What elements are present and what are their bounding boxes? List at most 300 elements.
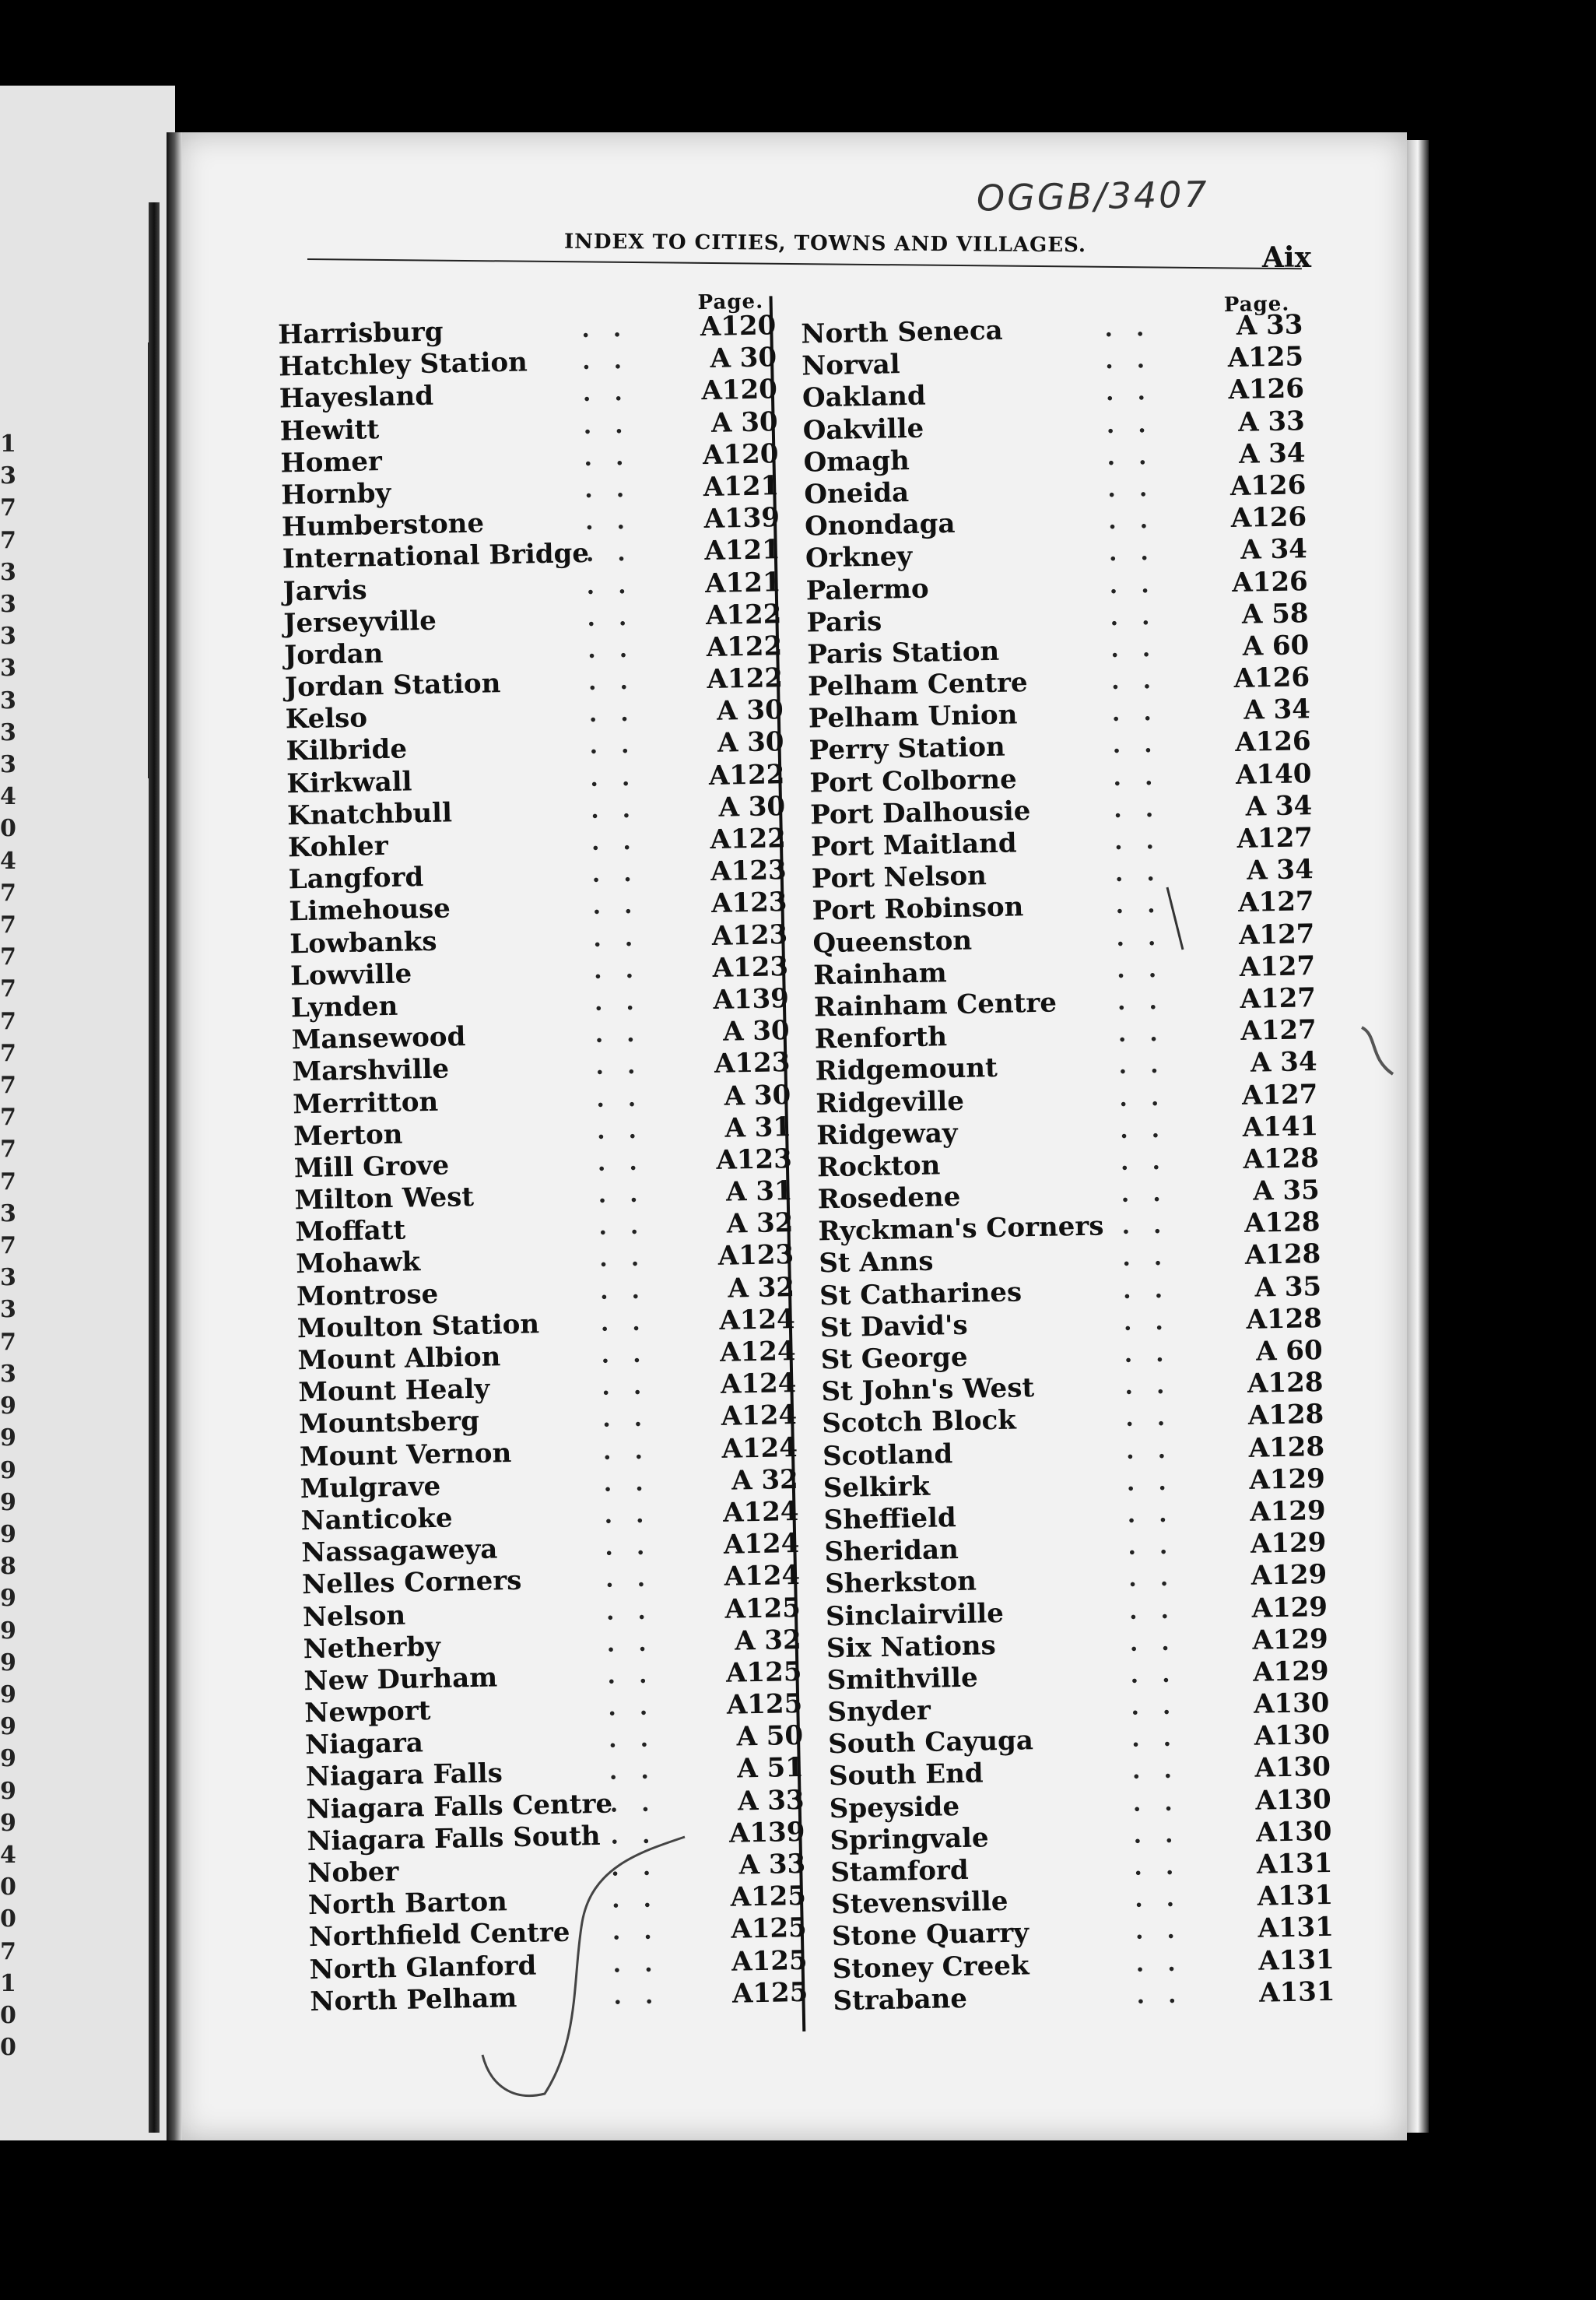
page-reference: A125: [731, 1912, 808, 1946]
leader-dots: ..: [581, 346, 646, 376]
page-reference: A 30: [710, 342, 777, 375]
place-name: North Seneca: [801, 314, 1003, 350]
facing-page-digit: 7: [0, 1007, 16, 1035]
place-name: Stamford: [830, 1854, 970, 1889]
leader-dots: ..: [1111, 698, 1176, 728]
facing-page-digit: 3: [0, 558, 16, 586]
leader-dots: ..: [607, 1693, 672, 1722]
page-reference: A131: [1258, 1912, 1335, 1945]
place-name: Kirkwall: [286, 765, 412, 800]
facing-page-digit: 7: [0, 1072, 16, 1100]
leader-dots: ..: [582, 378, 647, 408]
page-reference: A 30: [724, 1079, 791, 1112]
leader-dots: ..: [590, 764, 654, 792]
place-name: Mount Albion: [297, 1341, 501, 1377]
page-reference: A127: [1240, 1014, 1317, 1048]
place-name: Montrose: [296, 1278, 439, 1312]
facing-page-digit: 7: [0, 911, 16, 939]
page-reference: A 30: [718, 790, 786, 823]
place-name: Stevensville: [830, 1886, 1008, 1921]
facing-page-digit: 4: [0, 783, 16, 811]
leader-dots: ..: [1128, 1532, 1191, 1561]
leader-dots: ..: [610, 1821, 674, 1850]
place-name: Six Nations: [826, 1629, 997, 1664]
page-reference: A127: [1239, 950, 1316, 983]
place-name: Pelham Union: [808, 699, 1018, 735]
leader-dots: ..: [1106, 410, 1170, 439]
facing-page-digit: 7: [0, 1136, 16, 1164]
place-name: Sherkston: [824, 1565, 977, 1600]
place-name: Langford: [288, 862, 424, 896]
leader-dots: ..: [1121, 1179, 1184, 1208]
place-name: Moffatt: [295, 1214, 406, 1248]
page-reference: A123: [717, 1239, 794, 1273]
page-reference: A 33: [738, 1848, 806, 1881]
leader-dots: ..: [1135, 1948, 1199, 1978]
place-name: Stoney Creek: [832, 1949, 1030, 1985]
page-reference: A129: [1252, 1655, 1329, 1688]
leader-dots: ..: [596, 1115, 661, 1145]
page-reference: A 31: [724, 1111, 792, 1144]
page-reference: A 35: [1252, 1175, 1321, 1207]
page-reference: A124: [721, 1431, 798, 1465]
leader-dots: ..: [1117, 1019, 1181, 1048]
place-name: Port Dalhousie: [809, 795, 1031, 831]
place-name: Omagh: [803, 444, 910, 479]
leader-dots: ..: [1105, 377, 1170, 407]
leader-dots: ..: [594, 988, 658, 1017]
page-reference: A126: [1228, 373, 1305, 406]
leader-dots: ..: [1108, 538, 1173, 567]
page-reference: A121: [703, 470, 780, 504]
leader-dots: ..: [593, 956, 658, 985]
page-reference: A127: [1237, 886, 1314, 919]
facing-page-digit: 9: [0, 1649, 16, 1677]
place-name: Nober: [307, 1856, 399, 1890]
facing-page-digit: 7: [0, 494, 16, 522]
page-reference: A129: [1250, 1559, 1328, 1592]
leader-dots: ..: [583, 411, 647, 440]
right-column-page-header: Page.: [1223, 292, 1290, 318]
facing-page-digit: 7: [0, 1104, 16, 1132]
facing-page-digit: 1: [0, 430, 16, 458]
place-name: St David's: [819, 1309, 968, 1344]
place-name: Snyder: [827, 1694, 931, 1729]
leader-dots: ..: [591, 827, 655, 856]
leader-dots: ..: [609, 1757, 673, 1786]
place-name: Onondaga: [804, 507, 956, 543]
place-name: Hewitt: [279, 413, 380, 448]
leader-dots: ..: [613, 1981, 677, 2010]
leader-dots: ..: [608, 1725, 672, 1754]
leader-dots: ..: [1131, 1692, 1194, 1721]
left-index-column: [278, 309, 871, 2018]
page-reference: A129: [1251, 1591, 1328, 1624]
page-reference: A128: [1247, 1367, 1324, 1400]
place-name: Pelham Centre: [807, 667, 1028, 703]
facing-page-digit: 9: [0, 1809, 16, 1837]
place-name: Hatchley Station: [278, 346, 528, 383]
leader-dots: ..: [1130, 1660, 1194, 1689]
leader-dots: ..: [1118, 1051, 1182, 1080]
page-reference: A129: [1250, 1527, 1327, 1560]
place-name: Ryckman's Corners: [818, 1210, 1104, 1248]
place-name: Scotland: [822, 1438, 953, 1472]
place-name: Mansewood: [291, 1021, 466, 1056]
page-reference: A120: [702, 437, 779, 471]
leader-dots: ..: [1112, 730, 1176, 760]
left-column-page-header: Page.: [697, 290, 764, 315]
facing-page-digit: 4: [0, 847, 16, 875]
place-name: South End: [828, 1757, 984, 1793]
facing-page-digit: 3: [0, 623, 16, 651]
place-name: Mill Grove: [293, 1150, 450, 1185]
leader-dots: ..: [1129, 1628, 1194, 1657]
page-reference: A 32: [731, 1463, 799, 1497]
leader-dots: ..: [1114, 859, 1179, 888]
place-name: St John's West: [821, 1372, 1035, 1408]
place-name: Jordan: [283, 637, 384, 672]
facing-page-digit: 0: [0, 2034, 16, 2062]
place-name: Jordan Station: [284, 668, 501, 704]
place-name: North Pelham: [310, 1982, 517, 2017]
leader-dots: ..: [598, 1180, 661, 1209]
page-reference: A120: [701, 374, 778, 407]
facing-page-digit: 9: [0, 1392, 16, 1420]
facing-page-digit: 8: [0, 1553, 16, 1581]
leader-dots: ..: [1128, 1596, 1193, 1625]
facing-page-digit: 3: [0, 686, 16, 715]
facing-page-digit: 7: [0, 943, 16, 971]
page-reference: A 34: [1245, 789, 1313, 823]
page-reference: A 32: [734, 1624, 802, 1657]
leader-dots: ..: [605, 1596, 670, 1626]
leader-dots: ..: [1110, 602, 1173, 631]
page-reference: A125: [725, 1656, 802, 1689]
leader-dots: ..: [1133, 1821, 1197, 1849]
place-name: Lowville: [289, 958, 412, 992]
leader-dots: ..: [606, 1628, 670, 1658]
facing-page-digit: 4: [0, 1841, 16, 1869]
page-reference: A127: [1241, 1078, 1318, 1111]
facing-page-digit: 9: [0, 1617, 16, 1645]
place-name: Strabane: [833, 1982, 968, 2017]
place-name: Milton West: [294, 1181, 475, 1217]
place-name: Ridgemount: [815, 1052, 998, 1087]
page-reference: A127: [1240, 982, 1317, 1015]
place-name: Port Colborne: [809, 764, 1018, 799]
page-reference: A 33: [1236, 309, 1303, 342]
page-reference: A122: [708, 758, 785, 792]
leader-dots: ..: [598, 1212, 662, 1241]
place-name: Ridgeville: [816, 1085, 965, 1119]
place-name: Sheridan: [824, 1534, 959, 1568]
page-reference: A 32: [726, 1207, 794, 1240]
leader-dots: ..: [1115, 890, 1179, 920]
right-index-column: [801, 308, 1394, 2017]
leader-dots: ..: [1107, 442, 1170, 471]
page-reference: A125: [731, 1976, 809, 2010]
place-name: Marshville: [292, 1053, 450, 1088]
facing-page-digit: 0: [0, 815, 16, 843]
leader-dots: ..: [1109, 571, 1173, 599]
facing-page-digit: 9: [0, 1424, 16, 1452]
page-reference: A139: [703, 502, 780, 535]
facing-page-digit: 3: [0, 1199, 16, 1227]
page-reference: A127: [1238, 918, 1315, 951]
place-name: Northfield Centre: [308, 1917, 570, 1954]
place-name: St Anns: [818, 1246, 934, 1280]
page-reference: A124: [722, 1495, 799, 1529]
page-reference: A 30: [722, 1015, 791, 1048]
place-name: Niagara Falls South: [307, 1820, 601, 1857]
place-name: Hornby: [280, 477, 391, 511]
page-reference: A121: [704, 534, 781, 567]
place-name: Perry Station: [809, 732, 1006, 767]
place-name: St Catharines: [819, 1276, 1022, 1312]
leader-dots: ..: [607, 1661, 671, 1690]
page-number: Aix: [1262, 241, 1312, 274]
page-reference: A125: [1227, 341, 1304, 374]
page-reference: A139: [713, 983, 790, 1016]
place-name: Oakland: [802, 380, 927, 414]
place-name: Springvale: [830, 1822, 989, 1857]
leader-dots: ..: [1126, 1468, 1191, 1497]
place-name: Stone Quarry: [831, 1917, 1030, 1953]
leader-dots: ..: [601, 1340, 665, 1369]
page-reference: A126: [1234, 725, 1311, 759]
page-reference: A 34: [1250, 1046, 1317, 1080]
place-name: Kelso: [285, 702, 368, 736]
page-reference: A126: [1230, 501, 1307, 535]
place-name: Mohawk: [295, 1246, 421, 1280]
leader-dots: ..: [604, 1501, 668, 1529]
page-reference: A123: [710, 887, 787, 920]
facing-page-digit: 3: [0, 591, 16, 619]
page-reference: A122: [710, 823, 787, 855]
facing-page-digit: 3: [0, 655, 16, 683]
leader-dots: ..: [1113, 763, 1177, 792]
running-head: INDEX TO CITIES, TOWNS AND VILLAGES.: [563, 230, 1087, 258]
page-reference: A122: [706, 630, 783, 663]
page-reference: A 32: [728, 1271, 795, 1305]
page-reference: A123: [711, 918, 788, 952]
page-reference: A128: [1247, 1399, 1324, 1432]
place-name: Paris Station: [806, 635, 1000, 671]
leader-dots: ..: [612, 1949, 676, 1979]
page-reference: A124: [719, 1335, 796, 1368]
page-reference: A 58: [1241, 597, 1309, 630]
page-reference: A 35: [1254, 1270, 1322, 1304]
leader-dots: ..: [604, 1533, 668, 1561]
page-reference: A121: [704, 566, 781, 599]
place-name: Kilbride: [286, 733, 408, 767]
page-reference: A123: [716, 1143, 793, 1176]
facing-page-digit: 9: [0, 1585, 16, 1613]
place-name: Mount Vernon: [299, 1437, 512, 1473]
facing-page-digit: 9: [0, 1777, 16, 1805]
facing-page-digit: 0: [0, 1873, 16, 1901]
page-reference: A 50: [736, 1720, 804, 1753]
place-name: Norval: [801, 349, 900, 382]
leader-dots: ..: [588, 667, 652, 697]
facing-page-digit: 0: [0, 2001, 16, 2029]
place-name: Rosedene: [817, 1181, 961, 1216]
page-reference: A123: [712, 950, 789, 984]
leader-dots: ..: [1114, 827, 1178, 856]
leader-dots: ..: [1110, 666, 1175, 696]
page-reference: A127: [1236, 822, 1314, 855]
place-name: Port Nelson: [811, 860, 987, 895]
leader-dots: ..: [1134, 1884, 1198, 1913]
page-reference: A122: [705, 598, 782, 631]
place-name: Mount Healy: [298, 1373, 490, 1409]
page-reference: A 33: [1237, 405, 1306, 438]
page-reference: A128: [1244, 1238, 1321, 1272]
leader-dots: ..: [1134, 1852, 1198, 1881]
leader-dots: ..: [602, 1404, 666, 1434]
place-name: Mountsberg: [298, 1406, 480, 1441]
leader-dots: ..: [602, 1372, 665, 1401]
facing-page-digit: 9: [0, 1488, 16, 1516]
page-reference: A 30: [716, 694, 784, 728]
place-name: South Cayuga: [827, 1725, 1034, 1761]
facing-page-digit: 7: [0, 879, 16, 907]
place-name: Rainham Centre: [813, 987, 1058, 1024]
place-name: North Glanford: [309, 1950, 537, 1986]
page-reference: A123: [714, 1047, 791, 1080]
leader-dots: ..: [595, 1052, 659, 1081]
place-name: Harrisburg: [277, 316, 444, 351]
page-reference: A 60: [1242, 630, 1310, 662]
leader-dots: ..: [1124, 1403, 1189, 1433]
leader-dots: ..: [581, 314, 645, 344]
leader-dots: ..: [584, 475, 648, 504]
page-reference: A124: [720, 1368, 797, 1401]
place-name: St George: [820, 1341, 968, 1376]
page-reference: A128: [1246, 1302, 1323, 1336]
leader-dots: ..: [584, 443, 647, 472]
page-reference: A 34: [1246, 854, 1314, 887]
leader-dots: ..: [1104, 346, 1169, 375]
place-name: Palermo: [805, 573, 929, 607]
place-name: Oakville: [802, 413, 924, 447]
leader-dots: ..: [1123, 1308, 1187, 1336]
place-name: Renforth: [814, 1021, 948, 1055]
leader-dots: ..: [1116, 955, 1180, 984]
leader-dots: ..: [1136, 1980, 1200, 2010]
page-reference: A131: [1258, 1975, 1335, 2009]
leader-dots: ..: [585, 539, 650, 568]
place-name: Merton: [293, 1118, 403, 1153]
page-reference: A125: [724, 1592, 802, 1625]
leader-dots: ..: [587, 603, 651, 632]
page-reference: A140: [1235, 757, 1312, 791]
leader-dots: ..: [592, 923, 657, 953]
leader-dots: ..: [1122, 1275, 1187, 1305]
page-reference: A130: [1254, 1719, 1331, 1753]
place-name: Nelson: [302, 1599, 406, 1633]
leader-dots: ..: [612, 1917, 676, 1947]
place-name: Knatchbull: [286, 797, 453, 832]
place-name: Mulgrave: [300, 1470, 441, 1505]
page-reference: A122: [707, 662, 784, 696]
page-reference: A141: [1242, 1110, 1319, 1143]
leader-dots: ..: [1116, 923, 1180, 952]
leader-dots: ..: [595, 1083, 660, 1113]
facing-page-digit: 9: [0, 1745, 16, 1773]
facing-page-digit: 9: [0, 1680, 16, 1708]
leader-dots: ..: [600, 1308, 665, 1337]
page-reference: A125: [726, 1687, 803, 1721]
place-name: Newport: [303, 1695, 431, 1729]
leader-dots: ..: [598, 1244, 663, 1273]
leader-dots: ..: [1131, 1756, 1196, 1786]
leader-dots: ..: [1127, 1500, 1191, 1529]
leader-dots: ..: [586, 571, 650, 600]
facing-page-digit: 7: [0, 526, 16, 554]
page-reference: A131: [1258, 1944, 1335, 1977]
page-reference: A128: [1243, 1142, 1320, 1175]
place-name: Nanticoke: [300, 1502, 453, 1537]
leader-dots: ..: [1113, 795, 1177, 823]
facing-page-digit: 9: [0, 1456, 16, 1484]
leader-dots: ..: [1117, 987, 1181, 1016]
leader-dots: ..: [1107, 506, 1172, 535]
place-name: North Barton: [307, 1886, 508, 1922]
page-reference: A 34: [1240, 533, 1308, 567]
place-name: Merritton: [292, 1086, 439, 1120]
place-name: Niagara Falls: [305, 1757, 503, 1793]
place-name: Sinclairville: [825, 1597, 1005, 1632]
facing-page-digit: 7: [0, 1039, 16, 1067]
place-name: Hayesland: [279, 381, 434, 415]
leader-dots: ..: [1104, 314, 1168, 343]
leader-dots: ..: [597, 1148, 661, 1177]
place-name: Niagara Falls Centre: [306, 1788, 613, 1825]
page-reference: A124: [721, 1399, 798, 1433]
place-name: Lowbanks: [289, 925, 437, 960]
place-name: Jerseyville: [283, 605, 437, 640]
place-name: Rainham: [812, 957, 948, 992]
facing-page-digit: 3: [0, 462, 16, 490]
page-reference: A130: [1254, 1751, 1331, 1785]
place-name: Queenston: [812, 925, 973, 960]
place-name: Nassagaweya: [301, 1533, 498, 1569]
leader-dots: ..: [1120, 1147, 1184, 1176]
facing-page-digit: 3: [0, 1360, 16, 1388]
leader-dots: ..: [1124, 1340, 1187, 1368]
leader-dots: ..: [584, 507, 649, 536]
page-reference: A 34: [1238, 437, 1306, 470]
page-reference: A128: [1248, 1431, 1325, 1464]
leader-dots: ..: [602, 1436, 667, 1466]
leader-dots: ..: [1110, 634, 1174, 663]
leader-dots: ..: [1121, 1211, 1185, 1241]
leader-dots: ..: [603, 1468, 667, 1498]
place-name: Speyside: [829, 1790, 960, 1824]
page-reference: A123: [710, 855, 787, 888]
leader-dots: ..: [611, 1885, 675, 1914]
leader-dots: ..: [1128, 1564, 1192, 1593]
place-name: Kohler: [287, 830, 389, 864]
page-reference: A128: [1243, 1206, 1321, 1240]
place-name: Niagara: [304, 1727, 424, 1761]
place-name: Scotch Block: [821, 1404, 1017, 1440]
page-reference: A124: [724, 1560, 801, 1593]
place-name: Lynden: [290, 990, 398, 1024]
page-reference: A130: [1255, 1815, 1332, 1849]
